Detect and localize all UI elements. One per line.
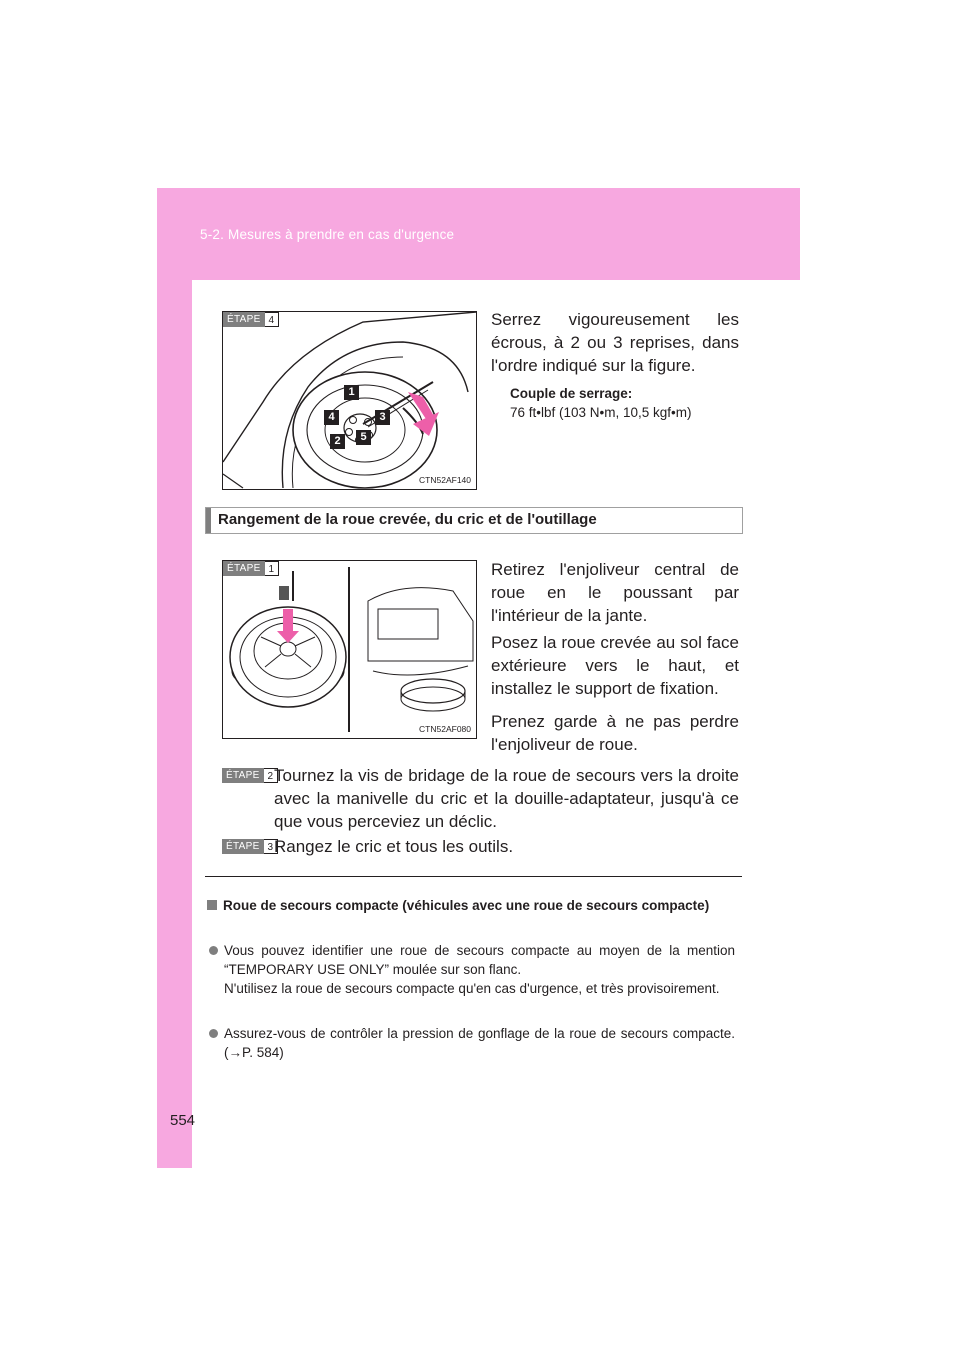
step3-text: Rangez le cric et tous les outils. (274, 837, 514, 856)
step-number: 3 (264, 839, 279, 854)
step-label: ÉTAPE (222, 768, 264, 783)
note-bullet-1-line2: N'utilisez la roue de secours compacte qu'en cas d'urgence, et très provisoirement. (224, 981, 720, 996)
note-heading-text: Roue de secours compacte (véhicules avec une roue de secours compacte) (223, 898, 710, 913)
step-label: ÉTAPE (222, 839, 264, 854)
callout-2: 2 (330, 434, 345, 449)
step1-para3: Prenez garde à ne pas perdre l'enjoliveur de roue. (491, 712, 739, 754)
page-number: 554 (170, 1112, 196, 1129)
callout-5: 5 (356, 430, 371, 445)
section-heading (205, 507, 743, 534)
note-heading (207, 896, 735, 915)
wheel-lug-nuts-illustration (223, 312, 476, 489)
step-number: 1 (265, 561, 280, 576)
step-number: 2 (264, 768, 279, 783)
section-accent (206, 508, 211, 533)
step-label: ÉTAPE (223, 312, 265, 327)
step2-text: Tournez la vis de bridage de la roue de secours vers la droite avec la manivelle du cric et la douille-adaptateur, jusqu'à ce que vous perceviez un déclic. (274, 766, 739, 831)
step1-para2: Posez la roue crevée au sol face extérieure vers le haut, et installez le support de fixation. (491, 633, 739, 698)
bullet-dot-icon (209, 946, 218, 955)
note-bullet-1-line1: Vous pouvez identifier une roue de secours compacte au moyen de la mention “TEMPORARY USE ONLY” moulée sur son flanc. (224, 943, 735, 977)
step4-text: Serrez vigoureusement les écrous, à 2 ou 3 reprises, dans l'ordre indiqué sur la figure. (491, 310, 739, 375)
note-bullet-2-text: Assurez-vous de contrôler la pression de gonflage de la roue de secours compacte. (→P. 584) (224, 1026, 735, 1060)
step-label: ÉTAPE (223, 561, 265, 576)
callout-1: 1 (344, 385, 359, 400)
step1-figure (222, 560, 477, 739)
bullet-dot-icon (209, 1029, 218, 1038)
step3-tag (222, 839, 278, 854)
divider (205, 876, 742, 877)
section-title: Rangement de la roue crevée, du cric et de l'outillage (218, 511, 597, 528)
note-bullet-1 (209, 941, 735, 998)
section-header: 5-2. Mesures à prendre en cas d'urgence (200, 227, 455, 242)
flat-tire-storage-illustration (223, 561, 476, 738)
torque-label: Couple de serrage: (510, 386, 633, 401)
step1-tag (223, 561, 279, 576)
torque-value: 76 ft•lbf (103 N•m, 10,5 kgf•m) (510, 405, 692, 420)
step4-figure (222, 311, 477, 490)
figure-code: CTN52AF140 (419, 475, 471, 485)
side-strip (157, 280, 192, 1168)
step4-tag (223, 312, 279, 327)
note-bullet-2 (209, 1024, 735, 1062)
figure-code: CTN52AF080 (419, 724, 471, 734)
callout-3: 3 (375, 410, 390, 425)
step-number: 4 (265, 312, 280, 327)
square-bullet-icon (207, 900, 217, 910)
step1-para1: Retirez l'enjoliveur central de roue en le poussant par l'intérieur de la jante. (491, 560, 739, 625)
callout-4: 4 (324, 410, 339, 425)
